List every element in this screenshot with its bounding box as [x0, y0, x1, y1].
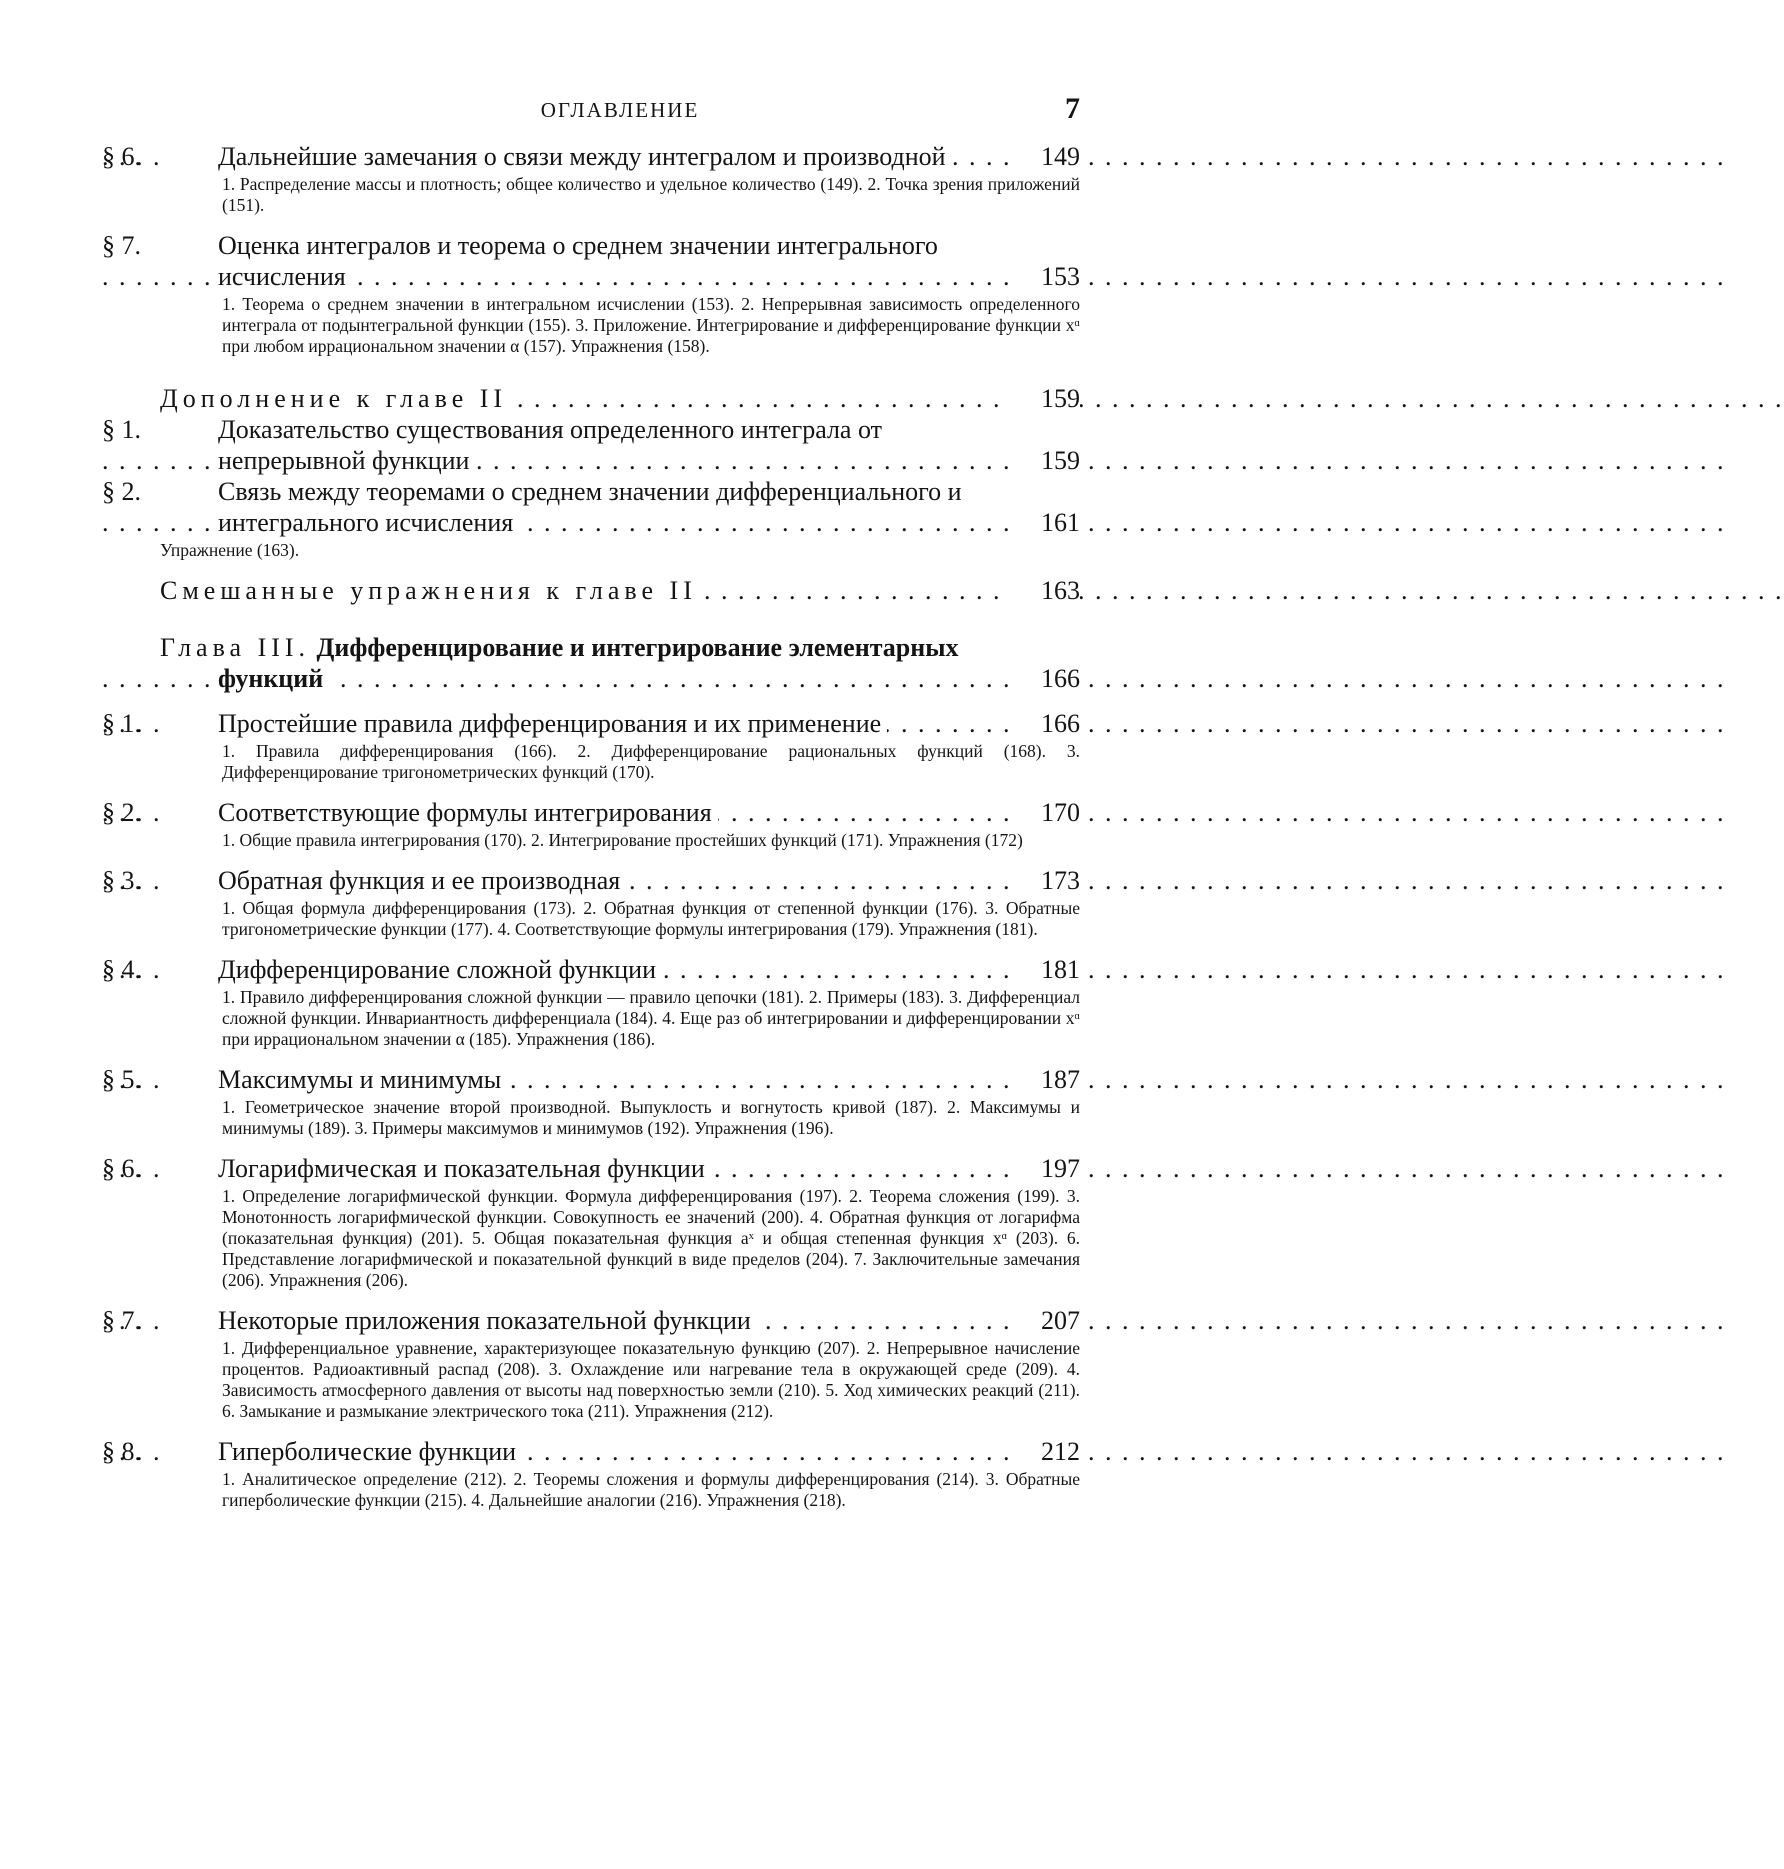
- section-title: Обратная функция и ее производная: [218, 866, 621, 895]
- section-title: Доказательство существования определенного интеграла от непрерывной функции: [218, 415, 882, 475]
- subsection-list: 1. Теорема о среднем значении в интегральном исчислении (153). 2. Непрерывная зависимость определенного интеграла от подынтегральной функции (155). 3. Приложение. Интегрирование и дифференцирование функции xᵅ при любом иррациональном значении α (157). Упражнения (158).: [222, 294, 1080, 356]
- section-number: § 6.: [102, 142, 141, 171]
- toc-entry: [160, 383, 1080, 414]
- subsection-list: 1. Дифференциальное уравнение, характеризующее показательную функцию (207). 2. Непрерывное начисление процентов. Радиоактивный распад (208). 3. Охлаждение или нагревание тела в окружающей среде (209). 4. Зависимость атмосферного давления от высоты над поверхностью земли (210). 5. Ход химических реакций (211). 6. Замыкание и размыкание электрического тока (211). Упражнения (212).: [222, 1338, 1080, 1421]
- section-title: Дифференцирование сложной функции: [218, 955, 657, 984]
- chapter-title: Дифференцирование и интегрирование элементарных функций: [218, 633, 959, 693]
- page-ref: 187: [1010, 1064, 1080, 1095]
- toc-entry: [102, 476, 1080, 538]
- subsection-list: 1. Правило дифференцирования сложной функции — правило цепочки (181). 2. Примеры (183). 3. Дифференциал сложной функции. Инвариантность дифференциала (184). 4. Еще раз об интегрировании и дифференцировании xᵅ при иррациональном значении α (185). Упражнения (186).: [222, 987, 1080, 1049]
- subsection-list: 1. Аналитическое определение (212). 2. Теоремы сложения и формулы дифференцирования (214). 3. Обратные гиперболические функции (215). 4. Дальнейшие аналогии (216). Упражнения (218).: [222, 1469, 1080, 1510]
- subsection-list: 1. Общая формула дифференцирования (173). 2. Обратная функция от степенной функции (176). 3. Обратные тригонометрические функции (177). 4. Соответствующие формулы интегрирования (179). Упражнения (181).: [222, 898, 1080, 939]
- section-title: Некоторые приложения показательной функции: [218, 1306, 751, 1335]
- page-ref: 163: [1010, 575, 1080, 606]
- toc-entry-chapter: [160, 632, 1080, 694]
- toc-entry: [102, 797, 1080, 828]
- subsection-list: 1. Распределение массы и плотность; общее количество и удельное количество (149). 2. Точка зрения приложений (151).: [222, 174, 1080, 215]
- page-ref: 207: [1010, 1305, 1080, 1336]
- section-title: Логарифмическая и показательная функции: [218, 1154, 705, 1183]
- exercises-heading: Смешанные упражнения к главе II: [160, 576, 703, 605]
- toc-page: [102, 92, 1080, 1511]
- page-ref: 153: [1010, 261, 1080, 292]
- section-number: § 4.: [102, 955, 141, 984]
- section-number: § 5.: [102, 1065, 141, 1094]
- section-number: § 2.: [102, 798, 141, 827]
- toc-entry: [102, 1305, 1080, 1336]
- page-ref: 173: [1010, 865, 1080, 896]
- toc-entry: [102, 1436, 1080, 1467]
- page-ref: 159: [1010, 383, 1080, 414]
- page-ref: 166: [1010, 663, 1080, 694]
- toc-entry: [160, 575, 1080, 606]
- section-number: § 2.: [102, 477, 141, 506]
- subsection-list: Упражнение (163).: [160, 540, 300, 560]
- subsection-list: 1. Определение логарифмической функции. Формула дифференцирования (197). 2. Теорема сложения (199). 3. Монотонность логарифмической функции. Совокупность ее значений (200). 4. Обратная функция от логарифма (показательная функция) (201). 5. Общая показательная функция aˣ и общая степенная функция xᵅ (203). 6. Представление логарифмической и показательной функций в виде пределов (204). 7. Заключительные замечания (206). Упражнения (206).: [222, 1186, 1080, 1290]
- toc-entry: [102, 1064, 1080, 1095]
- subsection-list: 1. Правила дифференцирования (166). 2. Дифференцирование рациональных функций (168). 3. Дифференцирование тригонометрических функций (170).: [222, 741, 1080, 782]
- running-head: [160, 92, 1080, 132]
- chapter-label: Глава III.: [160, 633, 311, 662]
- section-number: § 3.: [102, 866, 141, 895]
- section-title: Гиперболические функции: [218, 1437, 517, 1466]
- section-number: § 1.: [102, 709, 141, 738]
- running-head-title: ОГЛАВЛЕНИЕ: [540, 98, 700, 122]
- toc-entry: [102, 141, 1080, 172]
- section-number: § 8.: [102, 1437, 141, 1466]
- page-ref: 170: [1010, 797, 1080, 828]
- toc-entry: [102, 708, 1080, 739]
- page-ref: 159: [1010, 445, 1080, 476]
- subsection-list: 1. Общие правила интегрирования (170). 2. Интегрирование простейших функций (171). Упражнения (172): [222, 830, 1023, 850]
- section-title: Максимумы и минимумы: [218, 1065, 502, 1094]
- section-number: § 7.: [102, 1306, 141, 1335]
- toc-entry: [102, 1153, 1080, 1184]
- toc-entry: [102, 865, 1080, 896]
- section-title: Простейшие правила дифференцирования и их применение: [218, 709, 882, 738]
- page-number: 7: [1065, 92, 1080, 125]
- page-ref: 166: [1010, 708, 1080, 739]
- page-ref: 212: [1010, 1436, 1080, 1467]
- page-ref: 161: [1010, 507, 1080, 538]
- section-title: Соответствующие формулы интегрирования: [218, 798, 712, 827]
- toc-entry: [102, 230, 1080, 292]
- page-ref: 181: [1010, 954, 1080, 985]
- section-title: Оценка интегралов и теорема о среднем значении интегрального исчисления: [218, 231, 938, 291]
- page-ref: 197: [1010, 1153, 1080, 1184]
- section-title: Дальнейшие замечания о связи между интегралом и производной: [218, 142, 946, 171]
- toc-entry: [102, 954, 1080, 985]
- subsection-list: 1. Геометрическое значение второй производной. Выпуклость и вогнутость кривой (187). 2. Максимумы и минимумы (189). 3. Примеры максимумов и минимумов (192). Упражнения (196).: [222, 1097, 1080, 1138]
- section-number: § 7.: [102, 231, 141, 260]
- section-number: § 6.: [102, 1154, 141, 1183]
- appendix-heading: Дополнение к главе II: [160, 384, 513, 413]
- toc-entry: [102, 414, 1080, 476]
- section-number: § 1.: [102, 415, 141, 444]
- page-ref: 149: [1010, 141, 1080, 172]
- section-title: Связь между теоремами о среднем значении дифференциального и интегрального исчисления: [218, 477, 962, 537]
